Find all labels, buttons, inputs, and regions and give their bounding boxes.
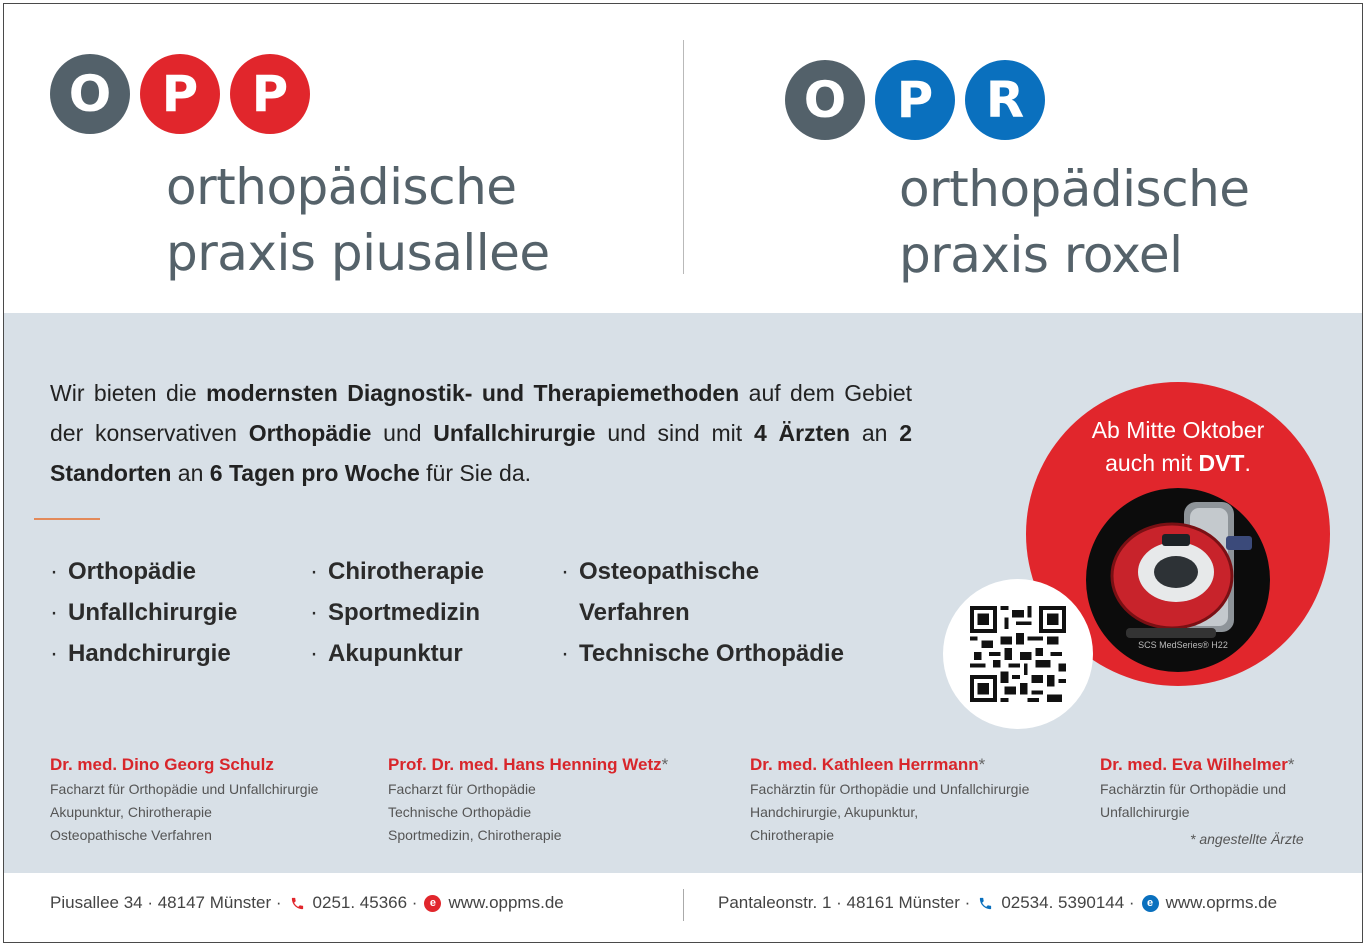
logo-letter-o: O: [50, 54, 130, 134]
bullet-icon: ·: [50, 599, 58, 626]
service-label: Verfahren: [579, 599, 690, 626]
doctor-name: [750, 752, 1029, 778]
intro-paragraph: [50, 373, 912, 493]
opr-logo: [785, 60, 1045, 140]
dvt-line1: Ab Mitte Oktober: [1091, 417, 1265, 443]
doctor-name: [388, 752, 668, 778]
doctor-name-text: Dr. med. Kathleen Herrmann: [750, 755, 979, 774]
intro-bold: 2 Standorten: [50, 420, 912, 486]
bullet-icon: ·: [310, 599, 318, 626]
opp-logo: [50, 54, 310, 134]
intro-bold: 6 Tagen pro Woche: [209, 460, 420, 486]
intro-text: für Sie da.: [419, 460, 532, 486]
doctor-card: [1100, 752, 1295, 824]
globe-icon: e: [1142, 895, 1159, 912]
footer-website-link[interactable]: www.oprms.de: [1165, 893, 1278, 912]
doctor-name-text: Dr. med. Dino Georg Schulz: [50, 755, 274, 774]
bullet-icon: ·: [50, 558, 58, 585]
globe-icon: e: [424, 895, 441, 912]
logo-letter-p: P: [140, 54, 220, 134]
employee-asterisk: *: [978, 755, 986, 774]
service-item: [50, 592, 237, 633]
service-label: Sportmedizin: [328, 599, 481, 626]
device-label: SCS MedSeries® H22: [1138, 640, 1228, 650]
footer-phone[interactable]: 02534. 5390144 ·: [1001, 893, 1135, 912]
intro-text: an: [171, 460, 210, 486]
service-label: Handchirurgie: [68, 640, 231, 667]
footer-divider: [683, 889, 684, 921]
phone-icon: [289, 895, 306, 912]
doctor-specialty: Sportmedizin, Chirotherapie: [388, 827, 562, 843]
right-practice-line1: orthopädische: [899, 160, 1250, 218]
service-item: [310, 633, 484, 674]
doctor-name-text: Dr. med. Eva Wilhelmer: [1100, 755, 1288, 774]
intro-bold: Unfallchirurgie: [433, 420, 596, 446]
dvt-suffix: .: [1244, 450, 1251, 476]
footer-address: Piusallee 34 · 48147 Münster ·: [50, 893, 282, 912]
doctor-specialty: Unfallchirurgie: [1100, 804, 1190, 820]
service-label: Technische Orthopädie: [579, 640, 844, 667]
bullet-icon: ·: [561, 640, 569, 667]
footer-left: [50, 893, 564, 913]
doctor-specialty: Fachärztin für Orthopädie und: [1100, 781, 1286, 797]
service-item: [561, 551, 844, 592]
intro-text: auf dem Gebiet der konservativen: [50, 380, 912, 446]
service-label: Orthopädie: [68, 558, 197, 585]
service-item: [310, 551, 484, 592]
logo-letter-p: P: [230, 54, 310, 134]
service-item-continuation: [561, 592, 844, 633]
doctor-name-text: Prof. Dr. med. Hans Henning Wetz: [388, 755, 662, 774]
employee-asterisk: *: [661, 755, 669, 774]
services-column-1: [50, 551, 237, 674]
services-column-3: [561, 551, 844, 674]
employee-asterisk: *: [1287, 755, 1295, 774]
bullet-icon: ·: [310, 558, 318, 585]
doctor-specialty: Osteopathische Verfahren: [50, 827, 212, 843]
service-item: [50, 551, 237, 592]
intro-bold: modernsten Diagnostik- und Therapiemethoden: [206, 380, 740, 406]
doctor-specialty: Akupunktur, Chirotherapie: [50, 804, 212, 820]
intro-bold: 4 Ärzten: [753, 420, 851, 446]
doctor-name: [50, 752, 318, 778]
qr-code-icon[interactable]: [970, 606, 1066, 702]
doctor-specialty: Fachärztin für Orthopädie und Unfallchirurgie: [750, 781, 1030, 797]
services-column-2: [310, 551, 484, 674]
logo-letter-p: P: [875, 60, 955, 140]
doctor-specialty: Facharzt für Orthopädie: [388, 781, 536, 797]
footer-right: [718, 893, 1277, 913]
doctor-name: [1100, 752, 1295, 778]
doctor-specialty: Technische Orthopädie: [388, 804, 532, 820]
doctor-card: [388, 752, 668, 847]
bullet-icon: ·: [50, 640, 58, 667]
dvt-prefix: auch mit: [1105, 450, 1199, 476]
service-label: Akupunktur: [328, 640, 463, 667]
left-practice-name: [166, 154, 550, 286]
employee-footnote: * angestellte Ärzte: [1190, 831, 1304, 847]
service-item: [310, 592, 484, 633]
footer-address: Pantaleonstr. 1 · 48161 Münster ·: [718, 893, 971, 912]
doctor-specialty: Facharzt für Orthopädie und Unfallchirurgie: [50, 781, 319, 797]
doctor-card: [750, 752, 1029, 847]
header-divider: [683, 40, 684, 274]
doctor-specialty: Handchirurgie, Akupunktur,: [750, 804, 919, 820]
doctor-card: [50, 752, 318, 847]
service-item: [561, 633, 844, 674]
accent-divider: [34, 518, 100, 520]
footer-phone[interactable]: 0251. 45366 ·: [312, 893, 418, 912]
dvt-line2: [1026, 447, 1330, 480]
logo-letter-o: O: [785, 60, 865, 140]
service-label: Unfallchirurgie: [68, 599, 238, 626]
intro-text: und: [371, 420, 434, 446]
service-label: Osteopathische: [579, 558, 760, 585]
bullet-icon: ·: [561, 558, 569, 585]
intro-text: an: [850, 420, 900, 446]
logo-letter-r: R: [965, 60, 1045, 140]
bullet-icon: ·: [310, 640, 318, 667]
phone-icon: [977, 895, 994, 912]
right-practice-name: [899, 156, 1250, 288]
service-item: [50, 633, 237, 674]
dvt-bold: DVT: [1198, 450, 1245, 476]
footer-website-link[interactable]: www.oppms.de: [448, 893, 564, 912]
service-label: Chirotherapie: [328, 558, 485, 585]
left-practice-line1: orthopädische: [166, 158, 517, 216]
dvt-text: [1026, 414, 1330, 480]
doctor-specialty: Chirotherapie: [750, 827, 835, 843]
left-practice-line2: praxis piusallee: [166, 224, 550, 282]
intro-bold: Orthopädie: [248, 420, 372, 446]
intro-text: und sind mit: [595, 420, 754, 446]
right-practice-line2: praxis roxel: [899, 226, 1183, 284]
intro-text: Wir bieten die: [50, 380, 207, 406]
